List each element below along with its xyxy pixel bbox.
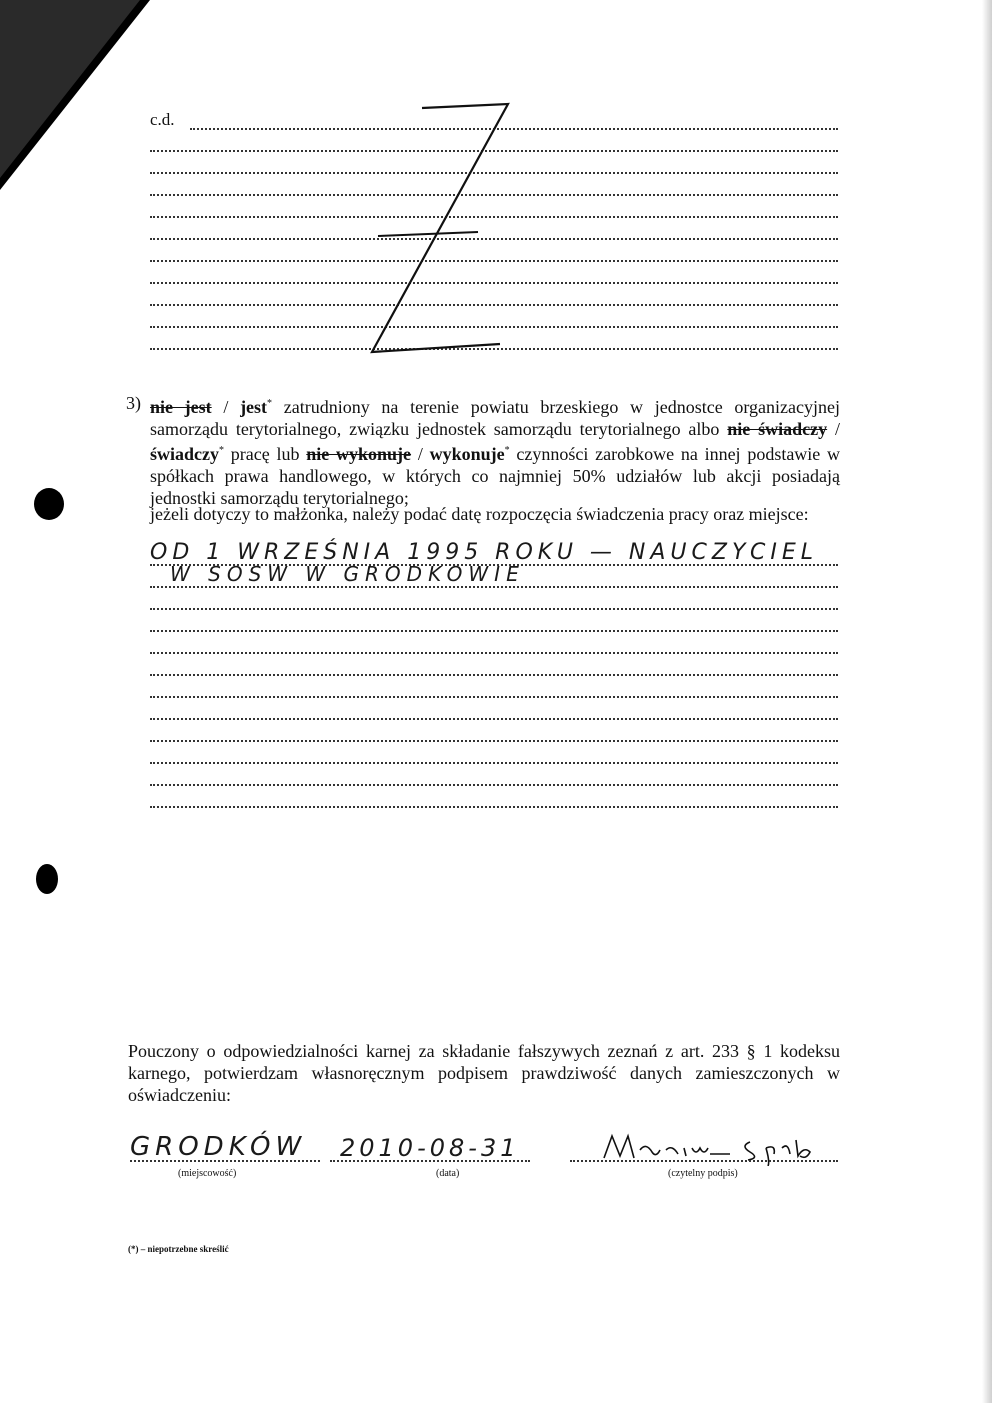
dotted-line — [150, 762, 838, 764]
asterisk: * — [267, 398, 273, 409]
dotted-line — [150, 718, 838, 720]
place-handwritten: GRODKÓW — [130, 1132, 307, 1162]
dotted-line — [150, 696, 838, 698]
section3-paragraph — [150, 393, 840, 509]
dotted-line — [150, 630, 838, 632]
separator: / — [417, 444, 423, 464]
dotted-line — [150, 740, 838, 742]
paragraph-text: zatrudniony na terenie powiatu brzeskiego w jednostce organizacyjnej samorządu terytorialnego, związku jednostek samorządu terytorialnego albo — [150, 397, 841, 439]
place-caption: (miejscowość) — [178, 1168, 237, 1179]
asterisk: * — [504, 445, 510, 456]
dotted-line — [150, 586, 838, 588]
paragraph-text: pracę lub — [230, 444, 300, 464]
punch-hole-top — [34, 488, 64, 520]
option-struck-not-providing: nie świadczy — [727, 419, 828, 439]
option-providing: świadczy — [150, 444, 219, 464]
place-line — [130, 1160, 320, 1162]
option-struck-not-performing: nie wykonuje — [306, 444, 412, 464]
continuation-label: c.d. — [150, 110, 175, 129]
handwritten-answer-line1: OD 1 WRZEŚNIA 1995 ROKU — NAUCZYCIEL — [150, 540, 819, 565]
z-strike-mark — [360, 96, 520, 364]
option-struck-not-employed: nie jest — [150, 397, 212, 417]
dotted-line — [150, 652, 838, 654]
paragraph-text: czynności zarobkowe na innej podstawie w spółkach prawa handlowego, w których co najmniej 50% udziałów lub akcji posiadają jednostki samorządu terytorialnego; — [150, 444, 841, 508]
dotted-line — [150, 674, 838, 676]
scan-edge-shadow — [982, 0, 992, 1403]
option-employed: jest — [240, 397, 268, 417]
footnote: (*) – niepotrzebne skreślić — [128, 1244, 229, 1254]
date-handwritten: 2010-08-31 — [340, 1134, 520, 1162]
dotted-line — [150, 784, 838, 786]
asterisk: * — [219, 445, 224, 456]
declaration-text: Pouczony o odpowiedzialności karnej za składanie fałszywych zeznań z art. 233 § 1 kodeksu karnego, potwierdzam własnoręcznym podpisem prawdziwość danych zamieszczonych w oświadczeniu: — [128, 1041, 840, 1105]
handwritten-answer-line2: W SOSW W GRODKOWIE — [170, 562, 525, 586]
option-performing: wykonuje — [429, 444, 505, 464]
signature-caption: (czytelny podpis) — [668, 1168, 738, 1179]
signature-line — [570, 1160, 838, 1162]
date-line — [330, 1160, 530, 1162]
scan-corner-artifact — [0, 0, 150, 200]
dotted-line — [150, 608, 838, 610]
date-caption: (data) — [436, 1168, 460, 1179]
spouse-note: jeżeli dotyczy to małżonka, należy podać datę rozpoczęcia świadczenia pracy oraz miejsce: — [150, 504, 809, 524]
punch-hole-bottom — [36, 864, 58, 894]
section-number: 3) — [126, 393, 141, 413]
dotted-line — [150, 806, 838, 808]
dotted-line — [150, 564, 838, 566]
separator: / — [223, 397, 229, 417]
separator: / — [835, 419, 841, 439]
